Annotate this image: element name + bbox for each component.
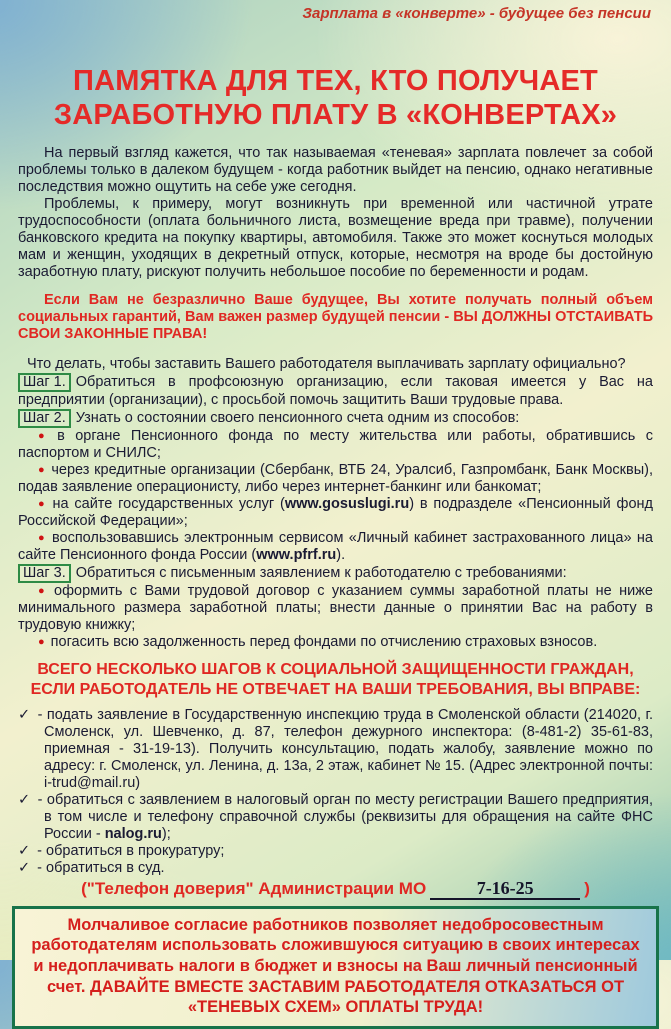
bullet-item: ● оформить с Вами трудовой договор с указанием суммы заработной платы не ниже минимального размера заработной платы; внести данные о принятии Вас на работу в трудовую книжку; (18, 583, 653, 634)
phone-underline (430, 879, 580, 900)
step-1-text: Обратиться в профсоюзную организацию, если таковая имеется у Вас на предприятии (организации), с просьбой помочь защитить Ваши трудовые права. (18, 373, 653, 409)
page-title (18, 64, 653, 132)
footer-box (12, 906, 659, 1029)
hotline-prefix: ("Телефон доверия" Администрации МО (81, 878, 427, 898)
tagline: Зарплата в «конверте» - будущее без пенсии (302, 5, 651, 22)
step-1-label: Шаг 1. (18, 373, 71, 392)
bullet-icon: ● (38, 430, 52, 443)
step-2 (18, 409, 653, 428)
bullet-icon: ● (38, 585, 49, 598)
question-line: Что делать, чтобы заставить Вашего работодателя выплачивать зарплату официально? (27, 355, 626, 372)
page-title-line1: ПАМЯТКА ДЛЯ ТЕХ, КТО ПОЛУЧАЕТ (73, 65, 598, 97)
check-icon: ✓ (18, 842, 31, 859)
step-3-label: Шаг 3. (18, 564, 71, 583)
phone-number: 7-16-25 (476, 877, 534, 898)
intro-paragraph-1: На первый взгляд кажется, что так называемая «теневая» зарплата повлечет за собой проблемы только в далеком будущем - когда работник выйдет на пенсию, однако негативные последствия можно ощутить на себе уже сегодня. (18, 145, 653, 196)
check-icon: ✓ (18, 859, 31, 876)
checklist-item: ✓ - обратиться в прокуратуру; (18, 842, 225, 859)
rights-checklist (18, 707, 653, 877)
intro-paragraph-2: Проблемы, к примеру, могут возникнуть при временной или частичной утрате трудоспособности (оплата больничного листа, возмещение вреда при травме), получении банковского кредита на покупку квартиры, автомобиля. Также это может коснуться молодых мам и женщин, уходящих в декретный отпуск, которые, несмотря на вроде бы достойную заработную плату, рискуют получить небольшое пособие по беременности и родам. (18, 196, 653, 281)
bullet-icon: ● (38, 498, 47, 511)
check-icon: ✓ (18, 792, 31, 808)
check-icon: ✓ (18, 707, 31, 724)
bullet-icon: ● (38, 464, 46, 477)
document-body (18, 145, 653, 1028)
step-3 (18, 564, 653, 583)
checklist-item: ✓ - подать заявление в Государственную инспекцию труда в Смоленской области (214020, г. Смоленск, ул. Шевченко, д. 87, телефон дежурного инспектора: (8-481-2) 35-61-83, приемная - 31-19-13). Получить консультацию, подать жалобу, заявление можно по адресу: г. Смоленск, ул. Ленина, д. 13а, 2 этаж, кабинет № 15. (Адрес электронной почты: i-trud@mail.ru) (18, 707, 653, 792)
bullet-item: ● в органе Пенсионного фонда по месту жительства или работы, обратившись с паспортом и СНИЛС; (18, 428, 653, 462)
hotline-suffix: ) (584, 878, 590, 898)
bullet-item: ● через кредитные организации (Сбербанк, ВТБ 24, Уралсиб, Газпромбанк, Банк Москвы), подав заявление операционисту, либо через интернет-банкинг или банкомат; (18, 462, 653, 496)
step-3-text: Обратиться с письменным заявлением к работодателю с требованиями: (75, 564, 567, 581)
step-1 (18, 373, 653, 409)
bullet-icon: ● (38, 531, 46, 544)
website-address: www.pfrf.ru (256, 546, 337, 563)
website-address: www.gosuslugi.ru (284, 496, 410, 513)
checklist-item: ✓ - обратиться в суд. (18, 859, 165, 876)
footer-text: Молчаливое согласие работников позволяет недобросовестным работодателям использовать сложившуюся ситуацию в своих интересах и недоплачивать налоги в бюджет и взносы на Ваш личный пенсионный счет. ДАВАЙТЕ ВМЕСТЕ ЗАСТАВИМ РАБОТОДАТЕЛЯ ОТКАЗАТЬСЯ ОТ «ТЕНЕВЫХ СХЕМ» ОПЛАТЫ ТРУДА! (31, 915, 640, 1017)
website-address: nalog.ru (104, 825, 162, 842)
step-2-text: Узнать о состоянии своего пенсионного счета одним из способов: (75, 410, 520, 427)
warning-paragraph: Если Вам не безразлично Ваше будущее, Вы хотите получать полный объем социальных гарантий, Вам важен размер будущей пенсии - ВЫ ДОЛЖНЫ ОТСТАИВАТЬ СВОИ ЗАКОННЫЕ ПРАВА! (18, 292, 653, 342)
bullet-icon: ● (38, 635, 45, 648)
step-3-bullet-list (18, 583, 653, 651)
page-title-line2: ЗАРАБОТНУЮ ПЛАТУ В «КОНВЕРТАХ» (53, 99, 618, 132)
checklist-item: ✓ - обратиться с заявлением в налоговый орган по месту регистрации Вашего предприятия, в том числе и телефону справочной службы (реквизиты для обращения на сайте ФНС России - nalog.ru); (18, 792, 653, 842)
step-2-bullet-list (18, 428, 653, 564)
hotline-line (18, 879, 653, 900)
step-2-label: Шаг 2. (18, 409, 71, 428)
bullet-item: ● на сайте государственных услуг (www.gosuslugi.ru) в подразделе «Пенсионный фонд Российской Федерации»; (18, 496, 653, 530)
rights-heading: ВСЕГО НЕСКОЛЬКО ШАГОВ К СОЦИАЛЬНОЙ ЗАЩИЩЕННОСТИ ГРАЖДАН, ЕСЛИ РАБОТОДАТЕЛЬ НЕ ОТВЕЧАЕТ НА ВАШИ ТРЕБОВАНИЯ, ВЫ ВПРАВЕ: (30, 660, 641, 699)
bullet-item: ● погасить всю задолженность перед фондами по отчислению страховых взносов. (38, 633, 598, 650)
bullet-item: ● воспользовавшись электронным сервисом «Личный кабинет застрахованного лица» на сайте Пенсионного фонда России (www.pfrf.ru). (18, 529, 653, 563)
